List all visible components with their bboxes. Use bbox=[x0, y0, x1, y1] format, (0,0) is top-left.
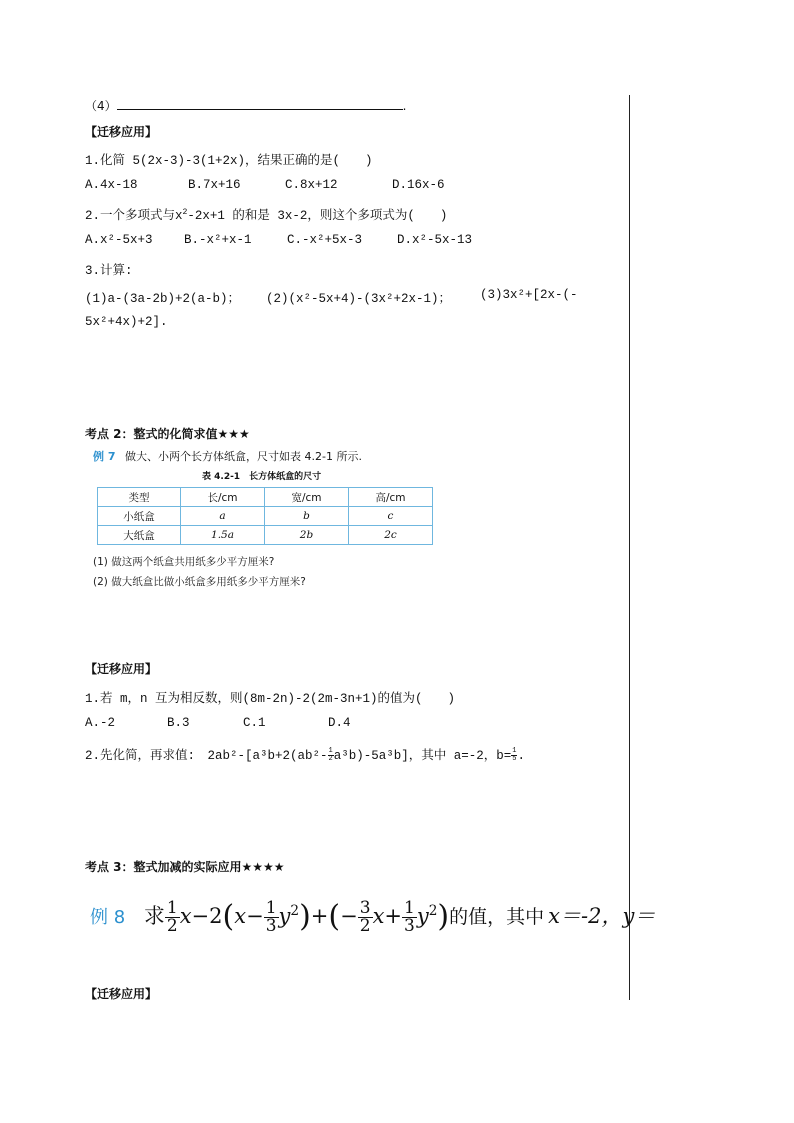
right-margin-line bbox=[629, 95, 630, 1000]
fraction: $\frac{3}{2}$ bbox=[359, 898, 371, 936]
example-8-tail: 的值，其中 bbox=[449, 906, 545, 928]
table-header-cell: 宽/cm bbox=[265, 488, 349, 507]
table-row bbox=[98, 507, 433, 526]
example-7-sub-2: (2) 做大纸盒比做小纸盒多用纸多少平方厘米? bbox=[93, 576, 306, 588]
table-cell: 小纸盒 bbox=[98, 507, 181, 526]
s2-q1-option-c: C.1 bbox=[243, 716, 266, 730]
table-header-cell: 长/cm bbox=[181, 488, 265, 507]
fraction-denominator: 2 bbox=[328, 755, 333, 764]
table-header-cell: 高/cm bbox=[349, 488, 433, 507]
section-2-title: 考点 2：整式的化简求值★★★ bbox=[85, 427, 250, 441]
table-cell-value: a bbox=[219, 510, 226, 522]
table-cell bbox=[181, 507, 265, 526]
section-3-heading: 【迁移应用】 bbox=[85, 987, 158, 1001]
example-7 bbox=[93, 448, 362, 464]
example-8-label: 例 8 bbox=[90, 907, 126, 928]
q3-part-1: (1)a-(3a-2b)+2(a-b)； bbox=[85, 292, 241, 306]
table-cell-value: c bbox=[387, 510, 394, 522]
q2-option-c: C.-x²+5x-3 bbox=[287, 233, 363, 247]
table-cell bbox=[265, 526, 349, 545]
s2-q1-option-b: B.3 bbox=[167, 716, 190, 730]
table-header-cell: 类型 bbox=[98, 488, 181, 507]
q2-expr-a: x bbox=[175, 209, 183, 223]
section-3-title: 考点 3：整式加减的实际应用★★★★ bbox=[85, 860, 285, 874]
fraction: $\frac{1}{2}$ bbox=[166, 898, 178, 936]
fraction-numerator: 1 bbox=[328, 747, 333, 756]
table-header-row bbox=[98, 488, 433, 507]
s2-question-1: 1.若 m，n 互为相反数，则(8m-2n)-2(2m-3n+1)的值为( ) bbox=[85, 692, 456, 706]
item-4-label: （4） bbox=[85, 99, 117, 113]
q2-option-a: A.x²-5x+3 bbox=[85, 233, 153, 247]
table-caption: 表 4.2-1 长方体纸盒的尺寸 bbox=[202, 472, 322, 482]
s2-q1-option-a: A.-2 bbox=[85, 716, 116, 730]
example-8-qiu: 求 bbox=[143, 904, 165, 928]
q1-option-d: D.16x-6 bbox=[392, 178, 445, 192]
q2-text: 2.一个多项式与 bbox=[85, 209, 176, 223]
answer-blank bbox=[117, 98, 403, 110]
q3-part-3: (3)3x²+[2x-(- bbox=[480, 288, 578, 302]
fraction-denominator: 5 bbox=[512, 755, 517, 764]
table-cell-value: 1.5a bbox=[211, 529, 234, 541]
section-heading: 【迁移应用】 bbox=[85, 125, 158, 139]
item-4: （4） . bbox=[85, 99, 407, 113]
q2-option-d: D.x²-5x-13 bbox=[397, 233, 473, 247]
s2-question-2 bbox=[85, 745, 525, 763]
example-8-x-value: x＝-2， bbox=[548, 904, 623, 928]
s2-q2-prefix: 2.先化简，再求值: 2ab²-[a³b+2(ab²- bbox=[85, 749, 328, 763]
table-cell bbox=[349, 507, 433, 526]
question-3: 3.计算: bbox=[85, 264, 133, 278]
q1-option-b: B.7x+16 bbox=[188, 178, 241, 192]
table-cell bbox=[181, 526, 265, 545]
example-8: 例 8 求 $\frac{1}{2}$ x−2(x− $\frac{1}{3}$ $y^2)+(-$ $\frac{3}{2}$ x+ $\frac{1}{3}$ $y^2$)的值，其中 x＝-2，y＝ bbox=[90, 898, 656, 936]
q3-part-3-continued: 5x²+4x)+2]. bbox=[85, 315, 168, 329]
example-8-y-part: y＝ bbox=[622, 904, 656, 928]
question-2: 2.一个多项式与$x^2-2x+1$ 的和是 3x-2，则这个多项式为( ) bbox=[85, 207, 448, 223]
question-1: 1.化简 5(2x-3)-3(1+2x)，结果正确的是( ) bbox=[85, 154, 373, 168]
fraction-numerator: 1 bbox=[512, 747, 517, 756]
example-7-sub-1: (1) 做这两个纸盒共用纸多少平方厘米? bbox=[93, 556, 275, 568]
table-cell-value: b bbox=[303, 510, 310, 522]
s2-q2-mid: a³b)-5a³b]，其中 a=-2，b= bbox=[333, 749, 512, 763]
q2-option-b: B.-x²+x-1 bbox=[184, 233, 252, 247]
q3-part-2: (2)(x²-5x+4)-(3x²+2x-1)； bbox=[266, 292, 452, 306]
example-7-text: 做大、小两个长方体纸盒，尺寸如表 4.2-1 所示. bbox=[124, 450, 362, 463]
fraction: $\frac{1}{3}$ bbox=[265, 898, 277, 936]
q1-option-a: A.4x-18 bbox=[85, 178, 138, 192]
q2-expr-b: -2x+1 的和是 3x-2，则这个多项式为( ) bbox=[187, 209, 448, 223]
q1-option-c: C.8x+12 bbox=[285, 178, 338, 192]
table-cell-value: 2c bbox=[384, 529, 397, 541]
table-row bbox=[98, 526, 433, 545]
box-dimension-table bbox=[97, 487, 433, 545]
table-cell bbox=[349, 526, 433, 545]
table-cell-value: 2b bbox=[299, 529, 314, 541]
example-7-label: 例 7 bbox=[93, 450, 116, 463]
section-2-heading: 【迁移应用】 bbox=[85, 662, 158, 676]
table-cell bbox=[265, 507, 349, 526]
s2-q2-end: . bbox=[517, 749, 525, 763]
s2-q1-option-d: D.4 bbox=[328, 716, 351, 730]
fraction: $\frac{1}{3}$ bbox=[404, 898, 415, 936]
table-cell: 大纸盒 bbox=[98, 526, 181, 545]
